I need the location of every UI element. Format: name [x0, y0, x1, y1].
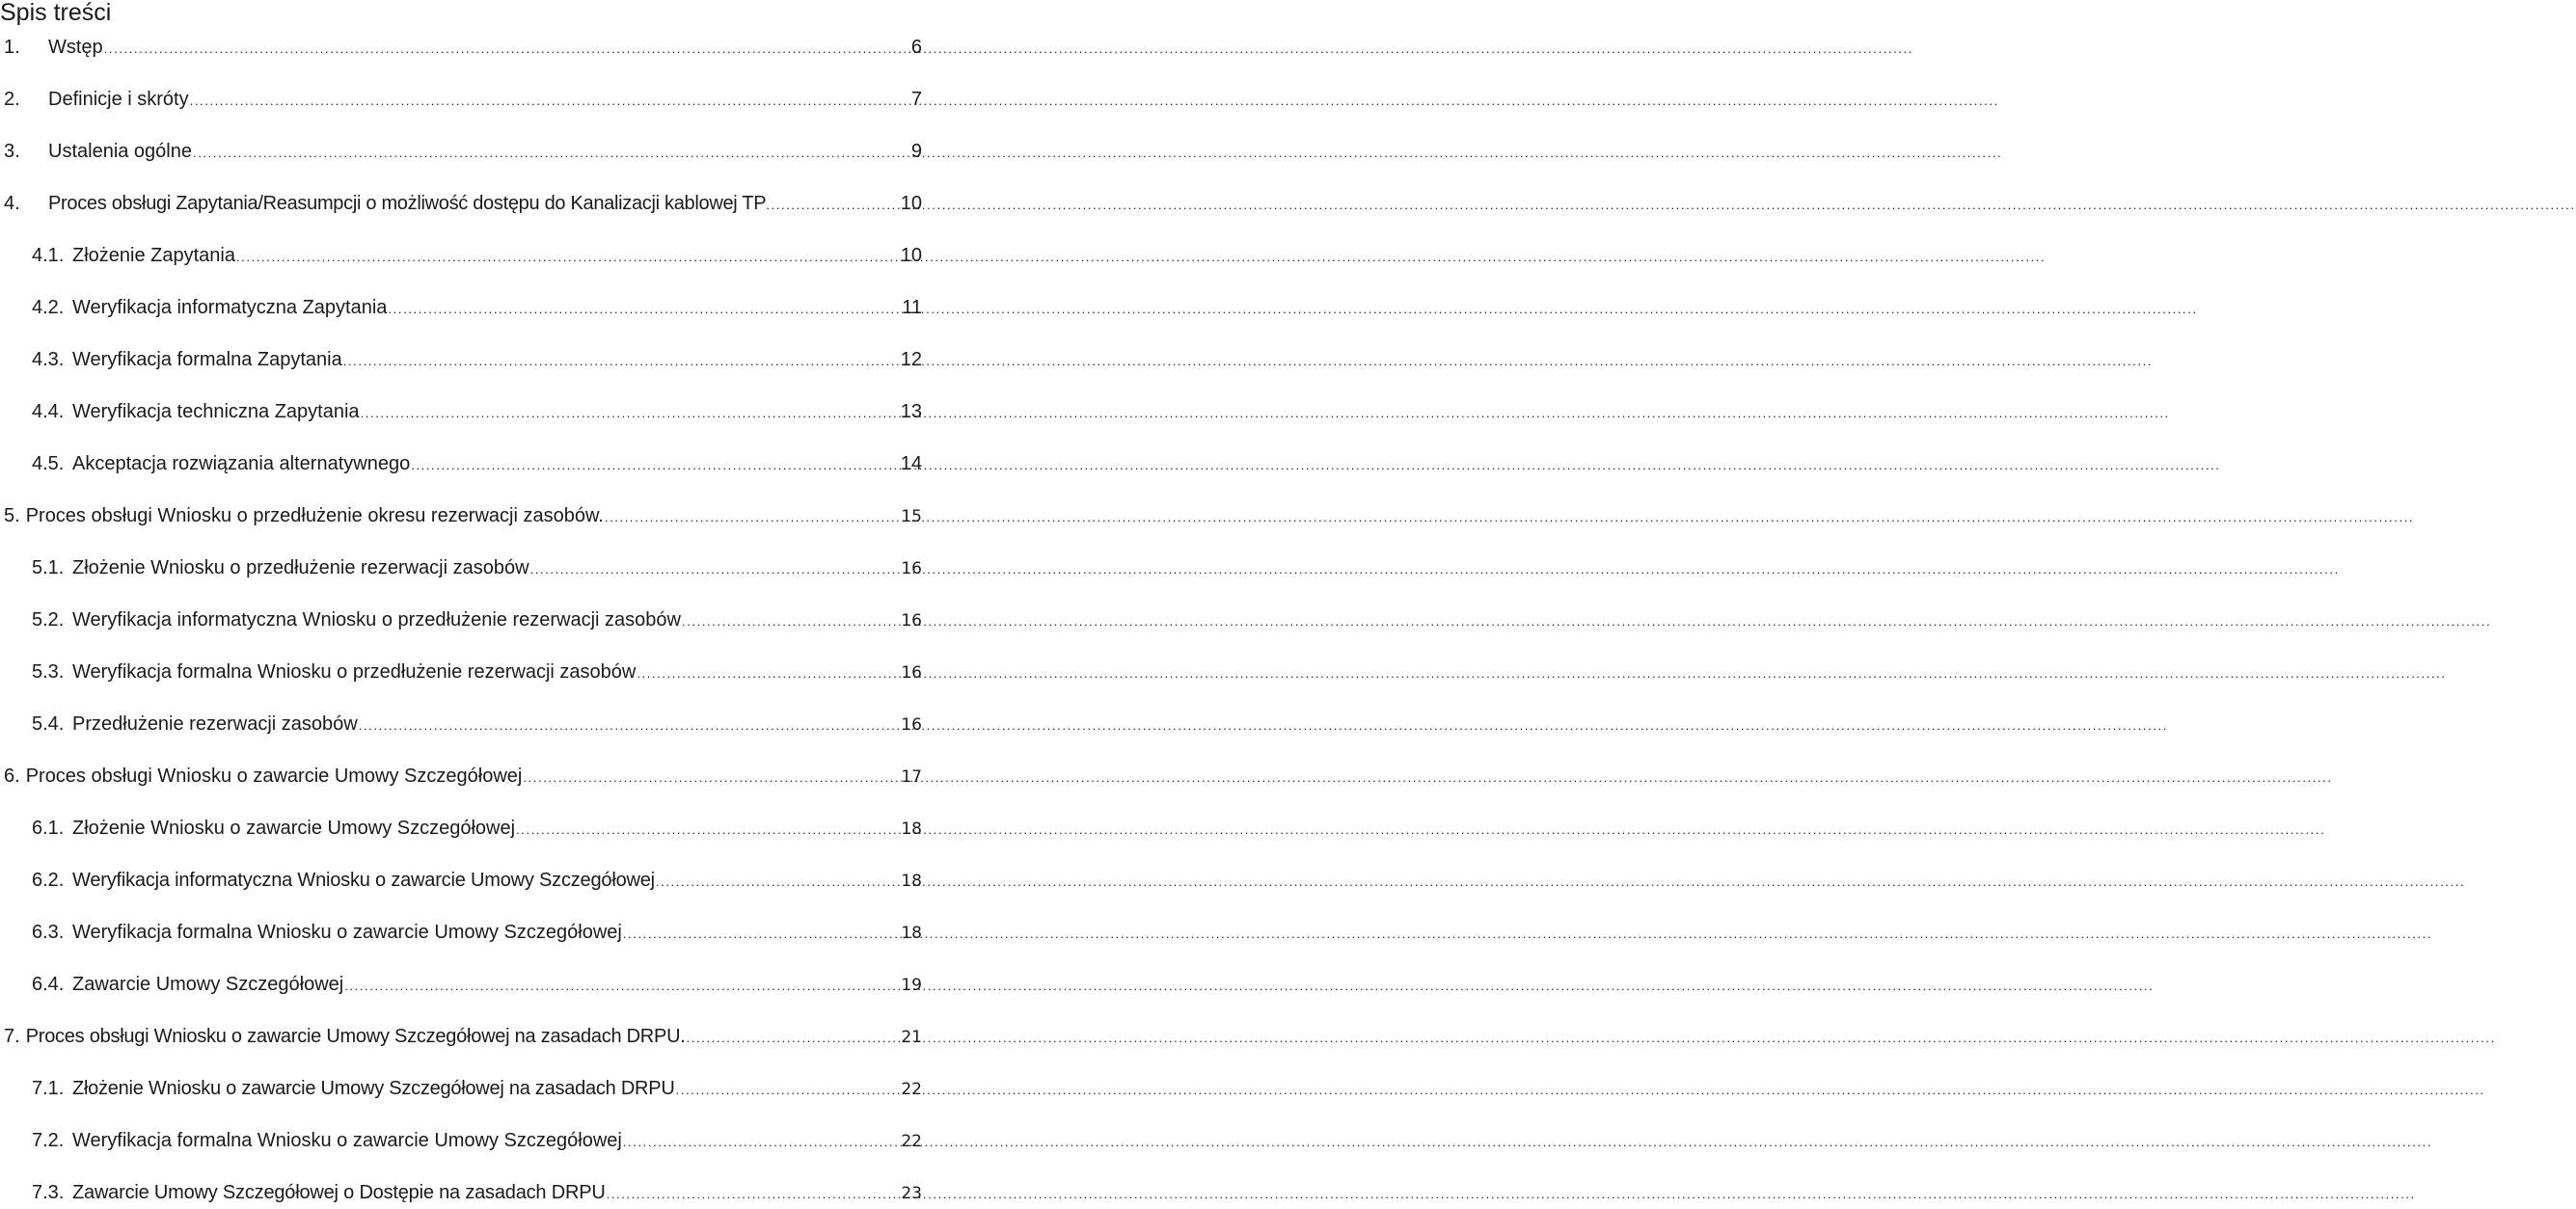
toc-entry-title: Zawarcie Umowy Szczegółowej — [72, 974, 344, 995]
dot-leader — [607, 1180, 899, 1209]
toc-entry-number: 6.4. — [32, 974, 65, 995]
dot-leader — [516, 816, 898, 845]
toc-entry-title: Weryfikacja informatyczna Wniosku o zawarcie Umowy Szczegółowej — [72, 870, 655, 891]
toc-entry-number: 7. — [4, 1026, 20, 1047]
toc-entry-page: 19 — [901, 976, 922, 995]
toc-entry-number: 4.1. — [32, 245, 65, 266]
toc-entry-number: 6. — [4, 766, 20, 787]
toc-entry-number: 3. — [4, 141, 20, 162]
dot-leader — [361, 399, 898, 428]
toc-entry[interactable] — [0, 970, 922, 999]
toc-entry[interactable] — [0, 658, 922, 686]
toc-entry[interactable] — [0, 605, 922, 634]
dot-leader — [676, 1076, 899, 1105]
toc-entry-page: 17 — [901, 767, 922, 787]
toc-entry-page: 7 — [910, 89, 922, 110]
toc-entry-page: 23 — [901, 1184, 922, 1203]
dot-leader — [623, 920, 899, 949]
toc-entry-number: 4. — [4, 193, 20, 214]
toc-entry-title: Weryfikacja formalna Zapytania — [72, 349, 342, 370]
toc-entry-number: 6.2. — [32, 870, 65, 891]
toc-entry-number: 5.1. — [32, 557, 65, 578]
dot-leader — [344, 972, 898, 1001]
toc-entry-title: Złożenie Wniosku o zawarcie Umowy Szczegółowej — [72, 818, 516, 839]
toc-entry-page: 16 — [901, 663, 922, 683]
dot-leader — [359, 712, 899, 740]
toc-entry-page: 15 — [901, 507, 922, 526]
toc-entry-page: 18 — [901, 924, 922, 943]
toc-entry-title: Weryfikacja formalna Wniosku o zawarcie Umowy Szczegółowej — [72, 922, 622, 943]
dot-leader — [104, 35, 908, 64]
toc-entry-number: 6.1. — [32, 818, 65, 839]
toc-entry-title: Weryfikacja formalna Wniosku o przedłużenie rezerwacji zasobów — [72, 661, 637, 683]
dot-leader — [193, 139, 908, 168]
toc-entry[interactable] — [0, 1074, 922, 1103]
toc-entry-title: Proces obsługi Wniosku o zawarcie Umowy Szczegółowej — [25, 766, 523, 787]
toc-entry-title: Proces obsługi Wniosku o zawarcie Umowy Szczegółowej na zasadach DRPU. — [25, 1026, 686, 1047]
dot-leader — [605, 503, 898, 532]
toc-entry-number: 1. — [4, 37, 20, 58]
toc-entry-number: 4.4. — [32, 401, 65, 422]
dot-leader — [523, 764, 898, 793]
toc-entry-page: 22 — [901, 1132, 922, 1151]
toc-entry-title: Weryfikacja formalna Wniosku o zawarcie Umowy Szczegółowej — [72, 1130, 622, 1151]
toc-entry[interactable] — [0, 137, 922, 166]
toc-entry-title: Zawarcie Umowy Szczegółowej o Dostępie na zasadach DRPU — [72, 1182, 606, 1203]
toc-entry[interactable] — [0, 1178, 922, 1207]
dot-leader — [766, 191, 897, 220]
toc-entry[interactable] — [0, 397, 922, 426]
toc-entry-page: 22 — [901, 1080, 922, 1099]
toc-entry[interactable] — [0, 553, 922, 582]
toc-entry[interactable] — [0, 241, 922, 270]
toc-entry-number: 7.3. — [32, 1182, 65, 1203]
toc-entry-title: Weryfikacja techniczna Zapytania — [72, 401, 360, 422]
toc-entry-title: Proces obsługi Zapytania/Reasumpcji o możliwość dostępu do Kanalizacji kablowej TP — [48, 193, 767, 214]
toc-entry-page: 11 — [902, 297, 922, 318]
dot-leader — [682, 607, 898, 636]
toc-entry-number: 5.4. — [32, 713, 65, 735]
dot-leader — [411, 451, 898, 480]
toc-entry-number: 5.2. — [32, 609, 65, 631]
toc-entry-page: 6 — [910, 37, 922, 58]
dot-leader — [236, 243, 898, 272]
dot-leader — [637, 659, 898, 688]
toc-entry[interactable] — [0, 710, 922, 739]
toc-entry-number: 5. — [4, 505, 20, 526]
toc-entry-title: Proces obsługi Wniosku o przedłużenie okresu rezerwacji zasobów. — [25, 505, 604, 526]
toc-entry-page: 12 — [900, 349, 922, 370]
toc-entry-number: 7.1. — [32, 1078, 65, 1099]
dot-leader — [687, 1024, 899, 1053]
toc-entry[interactable] — [0, 1022, 922, 1051]
toc-title: Spis treści — [0, 0, 112, 26]
toc-entry-title: Złożenie Zapytania — [72, 245, 235, 266]
toc-entry-number: 4.2. — [32, 297, 65, 318]
dot-leader — [190, 87, 908, 116]
toc-entry[interactable] — [0, 345, 922, 374]
toc-entry-number: 5.3. — [32, 661, 65, 683]
toc-entry-number: 2. — [4, 89, 20, 110]
toc-entry-title: Weryfikacja informatyczna Wniosku o przedłużenie rezerwacji zasobów — [72, 609, 681, 631]
toc-entry-title: Akceptacja rozwiązania alternatywnego — [72, 453, 411, 474]
toc-entry-number: 4.5. — [32, 453, 65, 474]
toc-entry[interactable] — [0, 85, 922, 114]
toc-entry-title: Złożenie Wniosku o zawarcie Umowy Szczegółowej na zasadach DRPU — [72, 1078, 675, 1099]
toc-entry-page: 13 — [900, 401, 922, 422]
toc-entry-number: 7.2. — [32, 1130, 65, 1151]
toc-entry-number: 4.3. — [32, 349, 65, 370]
toc-entry[interactable] — [0, 814, 922, 843]
toc-entry-page: 16 — [901, 559, 922, 578]
dot-leader — [530, 555, 899, 584]
toc-entry[interactable] — [0, 501, 922, 530]
toc-entry-page: 9 — [910, 141, 922, 162]
toc-entry-page: 18 — [901, 819, 922, 839]
toc-entry-page: 14 — [900, 453, 922, 474]
toc-entry-page: 10 — [900, 193, 922, 214]
toc-entry[interactable] — [0, 918, 922, 947]
toc-entry[interactable] — [0, 449, 922, 478]
toc-entry-page: 10 — [900, 245, 922, 266]
toc-entry-title: Złożenie Wniosku o przedłużenie rezerwacji zasobów — [72, 557, 529, 578]
dot-leader — [388, 295, 899, 324]
toc-entry-page: 21 — [901, 1028, 922, 1047]
toc-entry-title: Ustalenia ogólne — [48, 141, 192, 162]
toc-entry[interactable] — [0, 189, 922, 218]
toc-entry-page: 16 — [901, 715, 922, 735]
toc-entry[interactable] — [0, 866, 922, 895]
toc-entry[interactable] — [0, 293, 922, 322]
dot-leader — [623, 1128, 899, 1157]
toc-entry-title: Wstęp — [48, 37, 103, 58]
toc-entry-page: 16 — [901, 611, 922, 631]
toc-entry[interactable] — [0, 33, 922, 62]
toc-entry[interactable] — [0, 762, 922, 791]
toc-entry[interactable] — [0, 1126, 922, 1155]
dot-leader — [343, 347, 898, 376]
toc-entry-page: 18 — [901, 872, 922, 891]
toc-entry-title: Weryfikacja informatyczna Zapytania — [72, 297, 388, 318]
toc-entry-title: Definicje i skróty — [48, 89, 189, 110]
toc-entry-number: 6.3. — [32, 922, 65, 943]
toc-entry-title: Przedłużenie rezerwacji zasobów — [72, 713, 358, 735]
dot-leader — [656, 868, 898, 897]
